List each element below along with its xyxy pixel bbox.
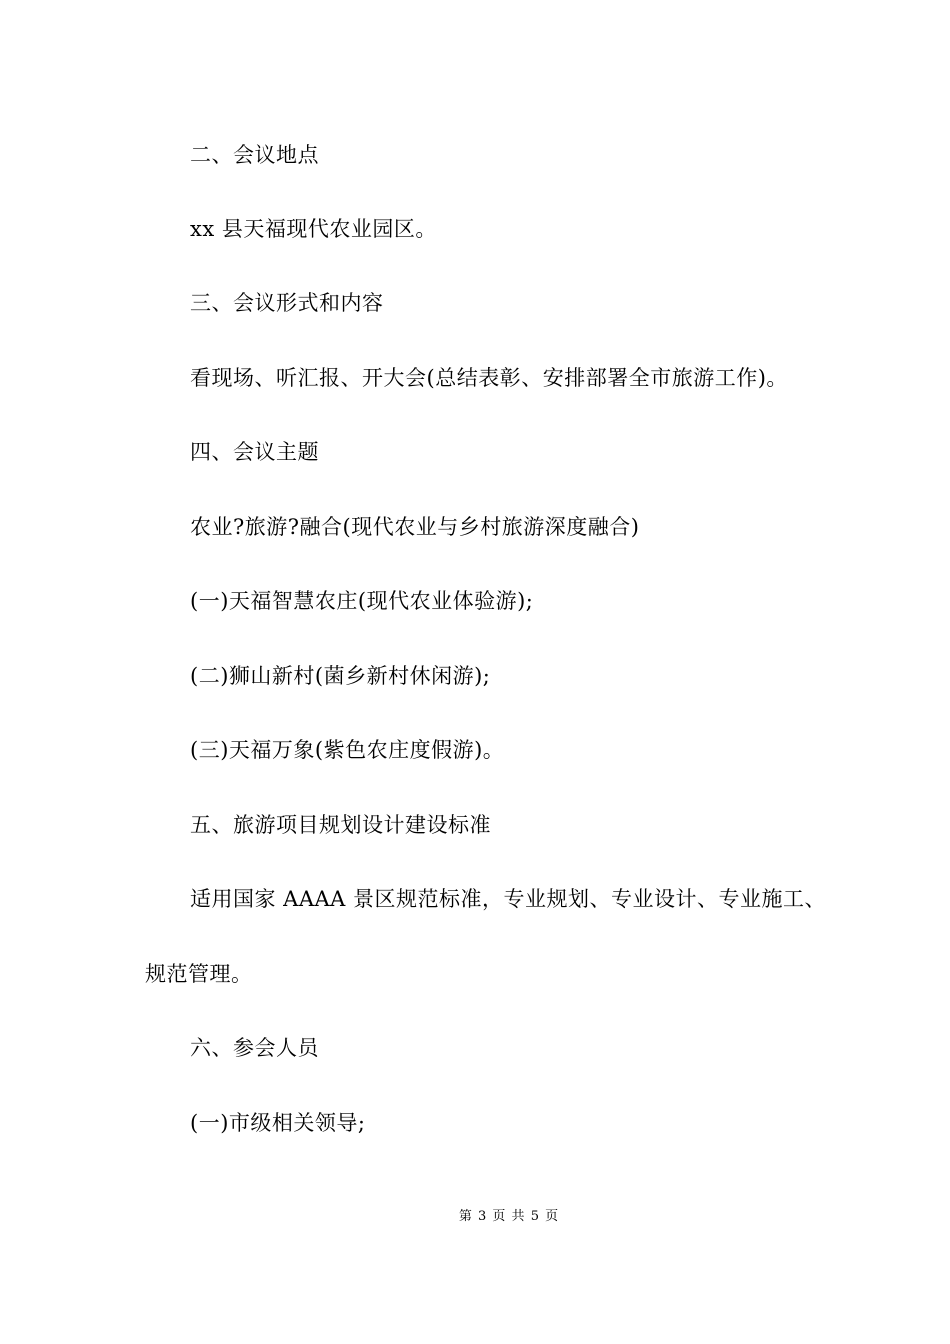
section-heading-format: 三、会议形式和内容 bbox=[190, 291, 384, 315]
paragraph-standards-continued: 规范管理。 bbox=[145, 962, 253, 986]
paragraph-format: 看现场、听汇报、开大会(总结表彰、安排部署全市旅游工作)。 bbox=[190, 366, 788, 390]
page-number-footer: 第 3 页 共 5 页 bbox=[458, 1209, 560, 1224]
list-item-theme-3: (三)天福万象(紫色农庄度假游)。 bbox=[190, 738, 505, 762]
section-heading-venue: 二、会议地点 bbox=[190, 143, 319, 167]
paragraph-standards: 适用国家 AAAA 景区规范标准，专业规划、专业设计、专业施工、 bbox=[190, 887, 827, 911]
section-heading-standards: 五、旅游项目规划设计建设标准 bbox=[190, 813, 491, 837]
paragraph-venue: xx 县天福现代农业园区。 bbox=[190, 217, 437, 241]
section-heading-attendees: 六、参会人员 bbox=[190, 1036, 319, 1060]
list-item-theme-1: (一)天福智慧农庄(现代农业体验游); bbox=[190, 589, 534, 613]
list-item-attendees-1: (一)市级相关领导; bbox=[190, 1111, 366, 1135]
list-item-theme-2: (二)狮山新村(菌乡新村休闲游); bbox=[190, 664, 491, 688]
paragraph-theme: 农业?旅游?融合(现代农业与乡村旅游深度融合) bbox=[190, 515, 640, 539]
section-heading-theme: 四、会议主题 bbox=[190, 440, 319, 464]
